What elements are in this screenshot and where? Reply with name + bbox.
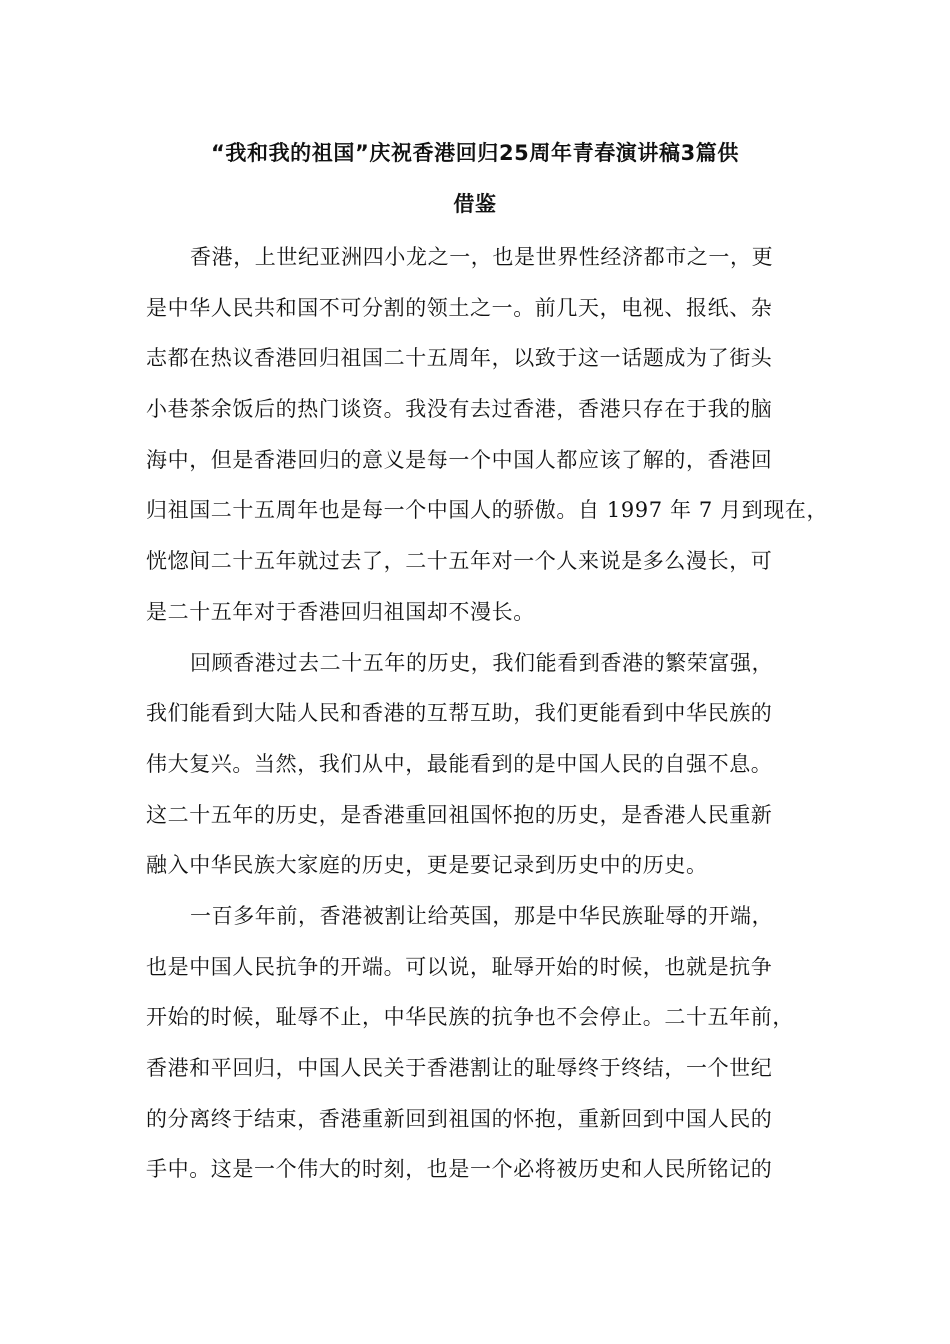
- paragraph-line: 也是中国人民抗争的开端。可以说，耻辱开始的时候，也就是抗争: [146, 954, 773, 979]
- paragraph-line: 小巷茶余饭后的热门谈资。我没有去过香港，香港只存在于我的脑: [146, 397, 773, 422]
- paragraph-3: [146, 891, 816, 1195]
- paragraph-line: 是二十五年对于香港回归祖国却不漫长。: [146, 599, 535, 624]
- paragraph-line: 一百多年前，香港被割让给英国，那是中华民族耻辱的开端，: [190, 903, 774, 928]
- paragraph-line: 归祖国二十五周年也是每一个中国人的骄傲。自 1997 年 7 月到现在，: [146, 498, 829, 523]
- paragraph-1: [146, 232, 829, 638]
- paragraph-line: 是中华人民共和国不可分割的领土之一。前几天，电视、报纸、杂: [146, 295, 773, 320]
- paragraph-line: 志都在热议香港回归祖国二十五周年，以致于这一话题成为了街头: [146, 346, 773, 371]
- paragraph-line: 手中。这是一个伟大的时刻，也是一个必将被历史和人民所铭记的: [146, 1157, 773, 1182]
- document-body: [146, 232, 829, 1195]
- paragraph-line: 融入中华民族大家庭的历史，更是要记录到历史中的历史。: [146, 853, 708, 878]
- paragraph-line: 的分离终于结束，香港重新回到祖国的怀抱，重新回到中国人民的: [146, 1106, 773, 1131]
- paragraph-line: 海中，但是香港回归的意义是每一个中国人都应该了解的，香港回: [146, 447, 773, 472]
- paragraph-line: 回顾香港过去二十五年的历史，我们能看到香港的繁荣富强，: [190, 650, 774, 675]
- paragraph-line: 香港，上世纪亚洲四小龙之一，也是世界性经济都市之一，更: [190, 245, 774, 269]
- title-line-2: 借鉴: [453, 191, 497, 216]
- paragraph-line: 我们能看到大陆人民和香港的互帮互助，我们更能看到中华民族的: [146, 701, 773, 726]
- paragraph-line: 伟大复兴。当然，我们从中，最能看到的是中国人民的自强不息。: [146, 751, 773, 776]
- title-line-1: “我和我的祖国”庆祝香港回归25周年青春演讲稿3篇供: [210, 141, 740, 165]
- paragraph-line: 香港和平回归，中国人民关于香港割让的耻辱终于终结，一个世纪: [146, 1056, 773, 1080]
- document-title: [140, 128, 810, 229]
- paragraph-2: [146, 638, 816, 891]
- paragraph-line: 恍惚间二十五年就过去了，二十五年对一个人来说是多么漫长，可: [146, 549, 773, 574]
- paragraph-line: 开始的时候，耻辱不止，中华民族的抗争也不会停止。二十五年前，: [146, 1005, 794, 1030]
- paragraph-line: 这二十五年的历史，是香港重回祖国怀抱的历史，是香港人民重新: [146, 802, 773, 827]
